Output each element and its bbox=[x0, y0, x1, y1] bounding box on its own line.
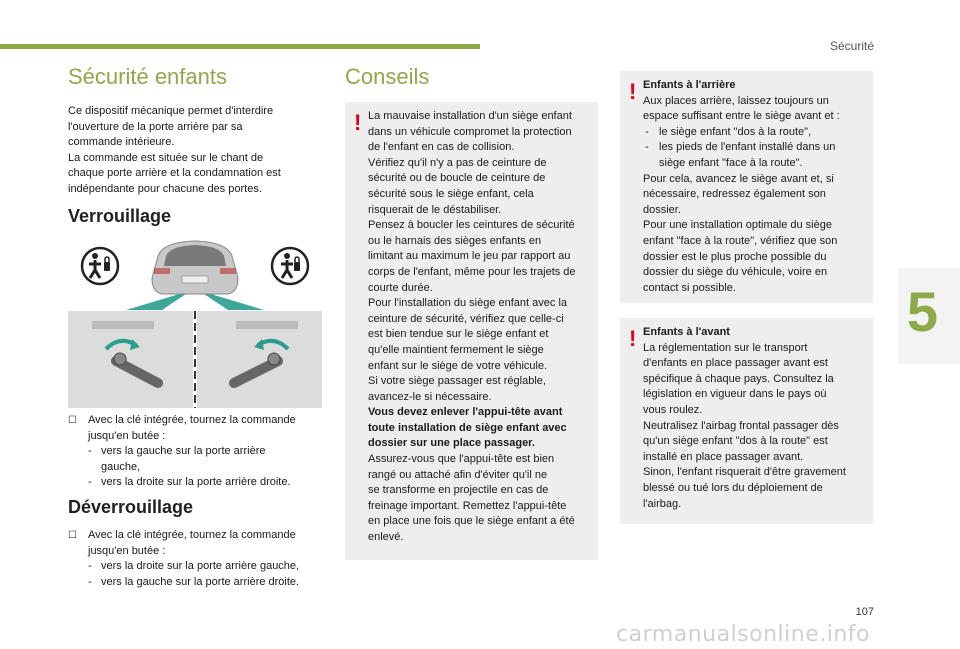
section-label: Sécurité bbox=[829, 39, 874, 53]
child-safety-section bbox=[68, 64, 330, 198]
child-lock-left-icon bbox=[82, 248, 118, 284]
list-item: ☐ Avec la clé intégrée, tournez la commande jusqu'en butée : bbox=[68, 414, 296, 442]
car-rear bbox=[152, 241, 238, 294]
warning-icon: ! bbox=[629, 79, 637, 104]
section-title: Sécurité enfants bbox=[68, 64, 227, 89]
chapter-number: 5 bbox=[906, 280, 938, 343]
warning-icon: ! bbox=[354, 110, 362, 135]
checkbox-bullet-icon: ☐ bbox=[68, 530, 77, 541]
intro-text: Ce dispositif mécanique permet d'interdire l'ouverture de la porte arrière par sa commande intérieure. La commande est située sur le chant de chaque porte arrière et la condamnation est indépendante pour chacune des portes. bbox=[68, 105, 281, 195]
unlocking-instructions bbox=[68, 528, 330, 590]
door-latch-illustration bbox=[68, 311, 322, 408]
watermark: carmanualsonline.info bbox=[616, 622, 870, 647]
warning-icon: ! bbox=[629, 326, 637, 351]
checkbox-bullet-icon: ☐ bbox=[68, 415, 77, 426]
list-item: - vers la gauche sur la porte arrière droite. bbox=[88, 575, 300, 588]
advice-box-front-children: ! Enfants à l'avant La réglementation sur le transport d'enfants en place passager avant est spécifique à chaque pays. Consultez la législation en vigueur dans le pays où vous roulez. Neutralisez l'airbag frontal passager dès qu'un siège enfant "dos à la route" est installé en place passager avant. Sinon, l'enfant risquerait d'être gravement blessé ou tué lors du déploiement de l'airbag. bbox=[620, 318, 873, 524]
list-item: - vers la droite sur la porte arrière gauche, bbox=[88, 560, 300, 573]
car-rear-illustration bbox=[68, 236, 322, 310]
header-accent-bar bbox=[0, 44, 480, 49]
child-lock-right-icon bbox=[272, 248, 308, 284]
page-number: 107 bbox=[855, 606, 874, 618]
locking-heading: Verrouillage bbox=[68, 206, 172, 226]
list-item: - le siège enfant "dos à la route", bbox=[645, 125, 812, 138]
unlocking-heading: Déverrouillage bbox=[68, 497, 194, 517]
advice-box-rear-children: ! Enfants à l'arrière Aux places arrière, laissez toujours un espace suffisant entre le siège avant et : - le siège enfant "dos à la route", - les pieds de l'enfant installé dans un siège enfant "face à la route". Pour cela, avancez le siège avant et, si nécessaire, redressez également son dossier. Pour une installation optimale du siège enfant "face à la route", vérifiez que son dossier est le plus proche possible du dossier du siège du véhicule, voire en contact si possible. bbox=[620, 71, 873, 303]
list-item: - vers la droite sur la porte arrière droite. bbox=[88, 476, 291, 489]
list-item: ☐ Avec la clé intégrée, tournez la commande jusqu'en butée : bbox=[68, 529, 296, 557]
advice-box-installation: ! La mauvaise installation d'un siège enfant dans un véhicule compromet la protection de l'enfant en cas de collision. Vérifiez qu'il n'y a pas de ceinture de sécurité ou de boucle de ceinture de sécurité sous le siège enfant, cela risquerait de le déstabiliser. Pensez à boucler les ceintures de sécurité ou le harnais des sièges enfants en limitant au maximum le jeu par rapport au corps de l'enfant, même pour les trajets de courte durée. Pour l'installation du siège enfant avec la ceinture de sécurité, vérifiez que celle-ci est bien tendue sur le siège enfant et qu'elle maintient fermement le siège enfant sur le siège de votre véhicule. Si votre siège passager est réglable, avancez-le si nécessaire. Vous devez enlever l'appui-tête avant toute installation de siège enfant avec dossier sur une place passager. Assurez-vous que l'appui-tête est bien rangé ou attaché afin d'éviter qu'il ne se transforme en projectile en cas de freinage important. Remettez l'appui-tête en place une fois que le siège enfant a été enlevé. bbox=[345, 102, 598, 560]
advice-title: Conseils bbox=[345, 64, 430, 89]
list-item: - les pieds de l'enfant installé dans un siège enfant "face à la route". bbox=[645, 141, 836, 169]
list-item: - vers la gauche sur la porte arrière gauche, bbox=[88, 445, 266, 473]
locking-instructions bbox=[68, 413, 330, 491]
